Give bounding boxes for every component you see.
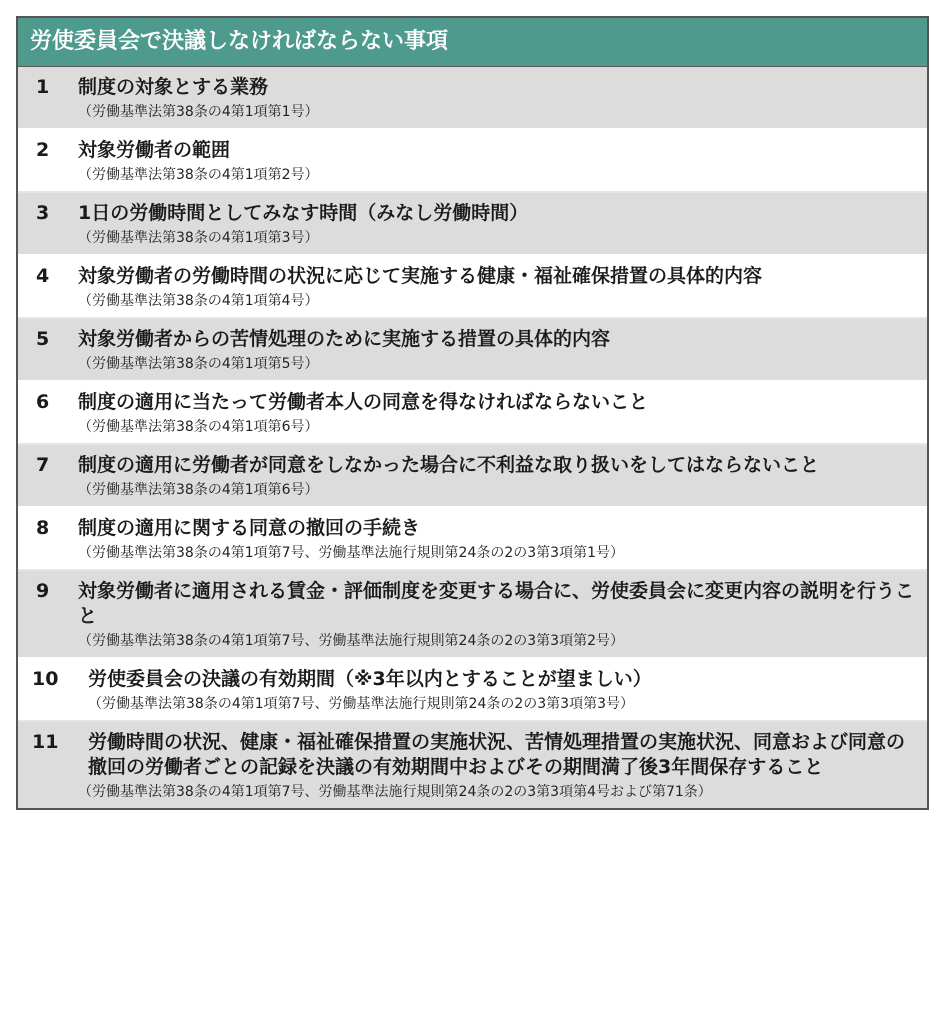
matters-table xyxy=(16,16,929,810)
row-content xyxy=(78,516,921,563)
row-reference: （労働基準法第38条の4第1項第4号） xyxy=(78,293,319,309)
row-title: 対象労働者からの苦情処理のために実施する措置の具体的内容 xyxy=(78,328,611,350)
row-number: 11 xyxy=(32,731,59,753)
table-row xyxy=(18,319,927,382)
row-title: 制度の適用に当たって労働者本人の同意を得なければならないこと xyxy=(78,391,649,413)
row-content xyxy=(78,75,921,122)
table-row xyxy=(18,659,927,722)
row-reference: （労働基準法第38条の4第1項第2号） xyxy=(78,167,319,183)
row-content xyxy=(78,327,921,374)
table-header: 労使委員会で決議しなければならない事項 xyxy=(18,18,927,67)
row-title: 対象労働者に適用される賃金・評価制度を変更する場合に、労使委員会に変更内容の説明を行うこと xyxy=(78,580,915,627)
table-row xyxy=(18,130,927,193)
row-content xyxy=(78,579,921,651)
table-row xyxy=(18,445,927,508)
row-title: 対象労働者の労働時間の状況に応じて実施する健康・福祉確保措置の具体的内容 xyxy=(78,265,763,287)
row-content xyxy=(78,201,921,248)
row-title: 制度の対象とする業務 xyxy=(78,76,269,98)
row-number: 9 xyxy=(36,580,50,602)
row-content xyxy=(78,730,921,802)
table-row xyxy=(18,508,927,571)
row-reference: （労働基準法第38条の4第1項第3号） xyxy=(78,230,319,246)
row-content xyxy=(78,264,921,311)
row-reference: （労働基準法第38条の4第1項第7号、労働基準法施行規則第24条の2の3第3項第3号） xyxy=(88,696,634,712)
row-reference: （労働基準法第38条の4第1項第6号） xyxy=(78,419,319,435)
row-title: 対象労働者の範囲 xyxy=(78,139,231,161)
table-row xyxy=(18,722,927,808)
row-title: 1日の労働時間としてみなす時間（みなし労働時間） xyxy=(78,202,529,224)
row-reference: （労働基準法第38条の4第1項第7号、労働基準法施行規則第24条の2の3第3項第2号） xyxy=(78,633,624,649)
table-row xyxy=(18,571,927,659)
row-content xyxy=(78,390,921,437)
row-reference: （労働基準法第38条の4第1項第1号） xyxy=(78,104,319,120)
table-row xyxy=(18,256,927,319)
row-reference: （労働基準法第38条の4第1項第7号、労働基準法施行規則第24条の2の3第3項第1号） xyxy=(78,545,624,561)
row-content xyxy=(78,453,921,500)
row-reference: （労働基準法第38条の4第1項第6号） xyxy=(78,482,319,498)
row-number: 1 xyxy=(36,76,50,98)
row-reference: （労働基準法第38条の4第1項第5号） xyxy=(78,356,319,372)
row-title: 労働時間の状況、健康・福祉確保措置の実施状況、苦情処理措置の実施状況、同意および同意の撤回の労働者ごとの記録を決議の有効期間中およびその期間満了後3年間保存すること xyxy=(88,731,906,778)
row-title: 労使委員会の決議の有効期間（※3年以内とすることが望ましい） xyxy=(88,668,652,690)
row-number: 6 xyxy=(36,391,50,413)
table-row xyxy=(18,193,927,256)
row-number: 8 xyxy=(36,517,50,539)
row-number: 5 xyxy=(36,328,50,350)
row-title: 制度の適用に関する同意の撤回の手続き xyxy=(78,517,421,539)
row-number: 4 xyxy=(36,265,50,287)
table-row xyxy=(18,382,927,445)
row-number: 7 xyxy=(36,454,50,476)
row-reference: （労働基準法第38条の4第1項第7号、労働基準法施行規則第24条の2の3第3項第4号および第71条） xyxy=(78,784,712,800)
row-number: 2 xyxy=(36,139,50,161)
row-number: 10 xyxy=(32,668,59,690)
table-row xyxy=(18,67,927,130)
row-content xyxy=(88,667,921,714)
row-content xyxy=(78,138,921,185)
row-title: 制度の適用に労働者が同意をしなかった場合に不利益な取り扱いをしてはならないこと xyxy=(78,454,820,476)
row-number: 3 xyxy=(36,202,50,224)
